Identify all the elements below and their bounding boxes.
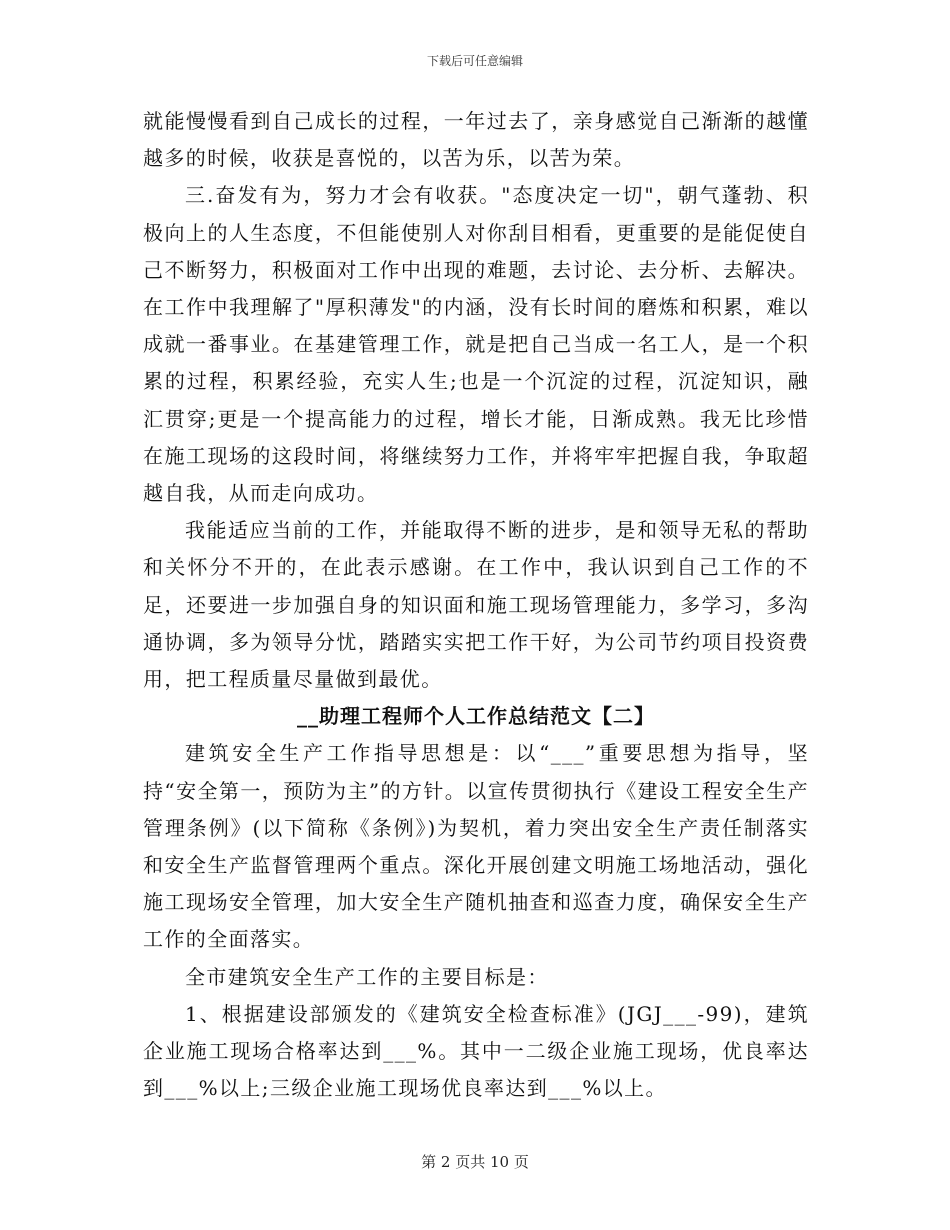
page-header-note: 下载后可任意编辑 <box>426 54 523 68</box>
paragraph-guiding-idea: 建筑安全生产工作指导思想是：以“___”重要思想为指导，坚持“安全第一，预防为主”的方针。以宣传贯彻执行《建设工程安全生产管理条例》(以下简称《条例》)为契机，着力突出安全生产责任制落实和安全生产监督管理两个重点。深化开展创建文明施工场地活动，强化施工现场安全管理，加大安全生产随机抽查和巡查力度，确保安全生产工作的全面落实。 <box>143 741 809 952</box>
document-body <box>143 103 809 1107</box>
paragraph-continuation: 就能慢慢看到自己成长的过程，一年过去了，亲身感觉自己渐渐的越懂越多的时候，收获是喜悦的，以苦为乐，以苦为荣。 <box>143 109 809 171</box>
paragraph-section-three: 三.奋发有为，努力才会有收获。"态度决定一切"，朝气蓬勃、积极向上的人生态度，不但能使别人对你刮目相看，更重要的是能促使自己不断努力，积极面对工作中出现的难题，去讨论、去分析、去解决。在工作中我理解了"厚积薄发"的内涵，没有长时间的磨炼和积累，难以成就一番事业。在基建管理工作，就是把自己当成一名工人，是一个积累的过程，积累经验，充实人生;也是一个沉淀的过程，沉淀知识，融汇贯穿;更是一个提高能力的过程，增长才能，日渐成熟。我无比珍惜在施工现场的这段时间，将继续努力工作，并将牢牢把握自我，争取超越自我，从而走向成功。 <box>143 183 809 506</box>
section-heading: __助理工程师个人工作总结范文【二】 <box>297 704 655 729</box>
page-number: 第 2 页共 10 页 <box>421 1153 529 1171</box>
paragraph-thanks: 我能适应当前的工作，并能取得不断的进步，是和领导无私的帮助和关怀分不开的，在此表示感谢。在工作中，我认识到自己工作的不足，还要进一步加强自身的知识面和施工现场管理能力，多学习，多沟通协调，多为领导分忧，踏踏实实把工作干好，为公司节约项目投资费用，把工程质量尽量做到最优。 <box>143 518 809 692</box>
paragraph-main-goals: 全市建筑安全生产工作的主要目标是： <box>185 964 549 989</box>
paragraph-goal-one: 1、根据建设部颁发的《建筑安全检查标准》(JGJ___-99)，建筑企业施工现场合格率达到___%。其中一二级企业施工现场，优良率达到___%以上;三级企业施工现场优良率达到___%以上。 <box>143 1001 809 1101</box>
